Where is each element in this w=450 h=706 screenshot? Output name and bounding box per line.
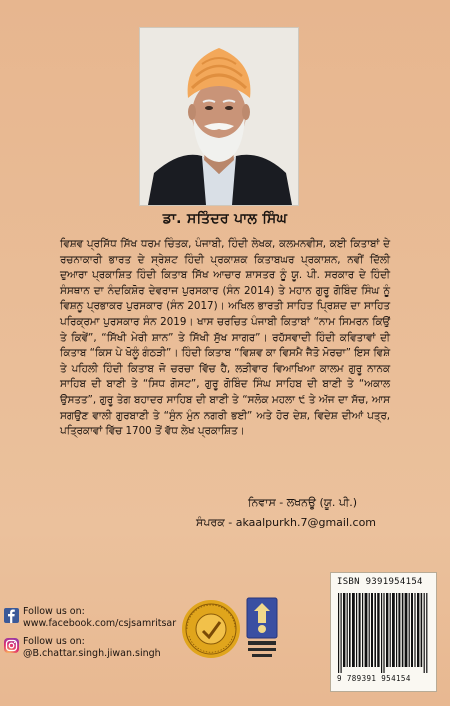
author-photo-illustration	[140, 28, 298, 205]
facebook-icon[interactable]	[4, 608, 19, 623]
facebook-link[interactable]: www.facebook.com/csjsamritsar	[23, 618, 177, 629]
instagram-row	[4, 636, 184, 660]
author-contact-email[interactable]: ਸੰਪਰਕ - akaalpurkh.7@gmail.com	[196, 516, 377, 529]
certification-seal-logo	[181, 598, 241, 660]
publisher-emblem-logo	[246, 597, 278, 661]
isbn-barcode-panel	[330, 572, 437, 692]
bio-paragraph: ਵਿਸ਼ਵ ਪ੍ਰਸਿੱਧ ਸਿੱਖ ਧਰਮ ਚਿੰਤਕ, ਪੰਜਾਬੀ, ਹਿੰਦੀ ਲੇਖਕ, ਕਲਮਨਵੀਸ, ਕਈ ਕਿਤਾਬਾਂ ਦੇ ਰਚਨਾਕਾਰੀ ਭਾਰਤ ਦੇ ਸ੍ਰੇਸ਼ਟ ਹਿੰਦੀ ਪ੍ਰਕਾਸ਼ਕ ਕਿਤਾਬਘਰ ਪ੍ਰਕਾਸ਼ਨ, ਨਵੀਂ ਦਿੱਲੀ ਦੁਆਰਾ ਪ੍ਰਕਾਸ਼ਿਤ ਹਿੰਦੀ ਕਿਤਾਬ ਸਿੱਖ ਆਚਾਰ ਸ਼ਾਸਤਰ ਨੂੰ ਯੂ. ਪੀ. ਸਰਕਾਰ ਦੇ ਹਿੰਦੀ ਸੰਸਥਾਨ ਦਾ ਨੰਦਕਿਸ਼ੋਰ ਦੇਵਰਾਜ ਪੁਰਸਕਾਰ (ਸੰਨ 2014) ਤੇ ਮਹਾਨ ਗੁਰੂ ਗੋਬਿੰਦ ਸਿੰਘ ਨੂੰ ਵਿਸ਼ਨੂ ਪ੍ਰਭਾਕਰ ਪੁਰਸਕਾਰ (ਸੰਨ 2017)। ਅਖਿਲ ਭਾਰਤੀ ਸਾਹਿਤ ਪ੍ਰਿਸ਼ਦ ਦਾ ਸਾਹਿਤ ਪਰਿਕ੍ਰਮਾ ਪੁਰਸਕਾਰ ਸੰਨ 2019। ਖਾਸ ਚਰਚਿਤ ਪੰਜਾਬੀ ਕਿਤਾਬਾਂ “ਨਾਮ ਸਿਮਰਨ ਕਿਉਂ ਤੇ ਕਿਵੇਂ”, “ਸਿੱਖੀ ਮੇਰੀ ਸ਼ਾਨ” ਤੇ ਸਿੱਖੀ ਸੁੱਖ ਸਾਗਰ”। ਰਹੱਸਵਾਦੀ ਹਿੰਦੀ ਕਵਿਤਾਵਾਂ ਦੀ ਕਿਤਾਬ “ਕਿਸ ਪੇ ਖੋਲੂੰ ਗੰਠੜੀ”। ਹਿੰਦੀ ਕਿਤਾਬ “ਵਿਸ਼ਵ ਕਾ ਵਿਸਮੈ ਜੈਤੋ ਮੋਰਚਾ” ਇਸ ਵਿਸ਼ੇ ਤੇ ਪਹਿਲੀ ਹਿੰਦੀ ਕਿਤਾਬ ਜੋ ਚਰਚਾ ਵਿੱਚ ਹੈ, ਲੜੀਵਾਰ ਵਿਆਖਿਆ ਕਾਲਮ ਗੁਰੂ ਨਾਨਕ ਸਾਹਿਬ ਦੀ ਬਾਣੀ ਤੇ “ਸਿਧ ਗੋਸਟ”, ਗੁਰੂ ਗੋਬਿੰਦ ਸਿੰਘ ਸਾਹਿਬ ਦੀ ਬਾਣੀ ਤੇ “ਅਕਾਲ ਉਸਤਤ”, ਗੁਰੂ ਤੇਗ ਬਹਾਦਰ ਸਾਹਿਬ ਦੀ ਬਾਣੀ ਤੇ “ਸਲੋਕ ਮਹਲਾ ੯ ਤੇ ਅੱਜ ਦਾ ਸੱਚ, ਆਸ ਸਗਉਣ ਵਾਲੀ ਗੁਰਬਾਣੀ ਤੇ “ਸੁੰਨ ਮੁੰਨ ਨਗਰੀ ਭਈ” ਅਤੇ ਹੋਰ ਦੇਸ਼, ਵਿਦੇਸ਼ ਦੀਆਂ ਪਤ੍ਰ, ਪਤ੍ਰਿਕਾਵਾਂ ਵਿੱਚ 1700 ਤੋਂ ਵੱਧ ਲੇਖ ਪ੍ਰਕਾਸ਼ਿਤ।	[60, 238, 390, 438]
instagram-icon[interactable]	[4, 638, 19, 653]
facebook-label: Follow us on:	[23, 606, 85, 617]
social-links	[4, 606, 184, 660]
facebook-row	[4, 606, 184, 630]
barcode-digits: 9 789391 954154	[337, 674, 411, 683]
author-residence: ਨਿਵਾਸ - ਲਖਨਊ (ਯੂ. ਪੀ.)	[248, 496, 358, 509]
instagram-label: Follow us on:	[23, 636, 85, 647]
author-portrait	[139, 27, 299, 206]
author-biography	[60, 237, 390, 440]
isbn-label: ISBN 9391954154	[337, 577, 423, 587]
author-name: ਡਾ. ਸਤਿੰਦਰ ਪਾਲ ਸਿੰਘ	[162, 211, 288, 227]
barcode-graphic	[337, 593, 429, 673]
instagram-link[interactable]: @B.chattar.singh.jiwan.singh	[23, 648, 161, 659]
